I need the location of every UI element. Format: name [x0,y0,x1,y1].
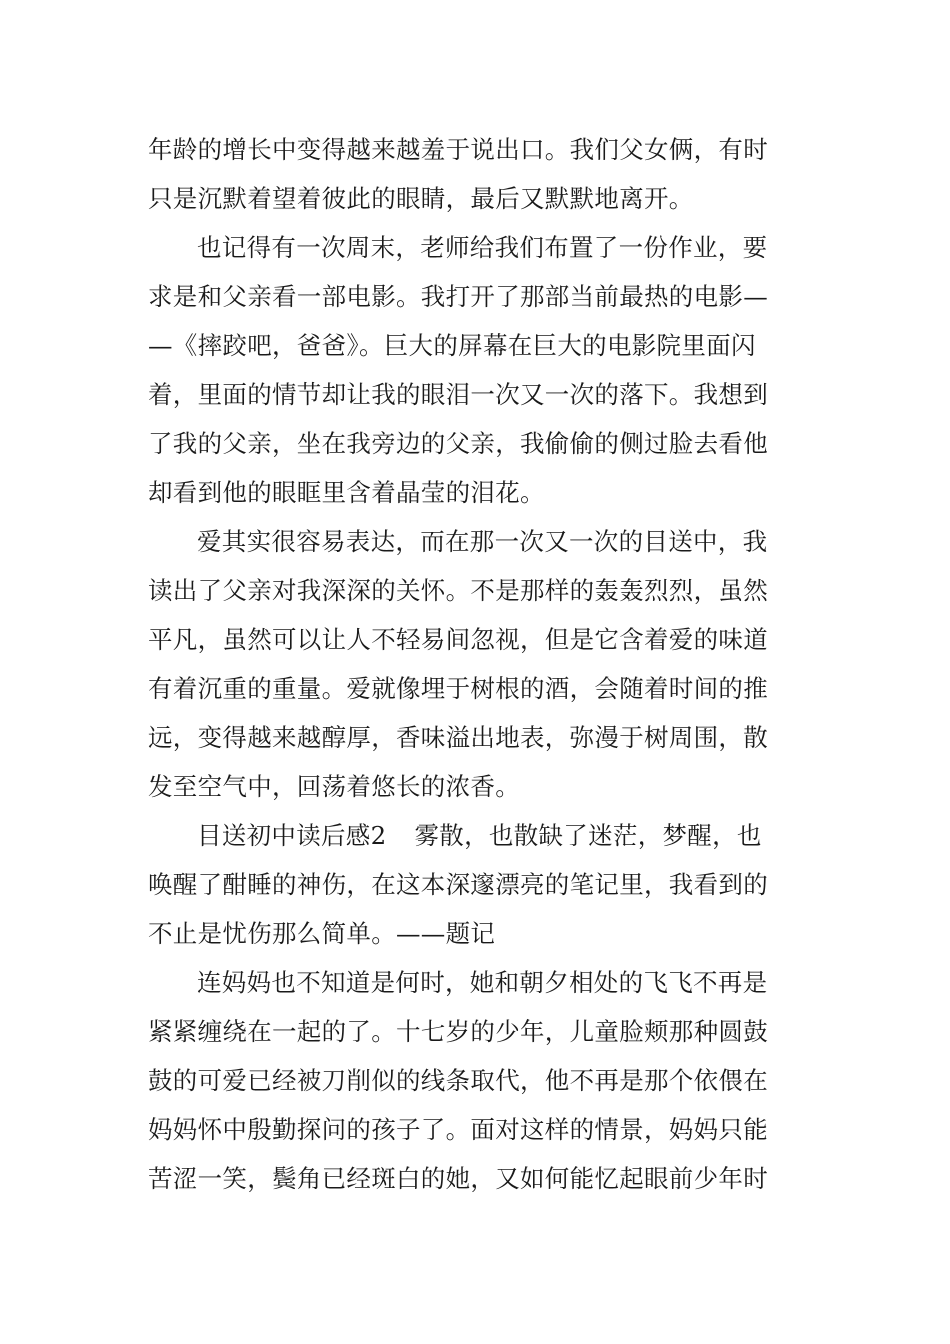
text-line: 了我的父亲，坐在我旁边的父亲，我偷偷的侧过脸去看他 [148,429,768,458]
text-line: 远，变得越来越醇厚，香味溢出地表，弥漫于树周围，散 [148,723,768,752]
text-line: 读出了父亲对我深深的关怀。不是那样的轰轰烈烈，虽然 [148,576,768,605]
paragraph-start-line: 连妈妈也不知道是何时，她和朝夕相处的飞飞不再是 [197,968,768,997]
text-line: 却看到他的眼眶里含着晶莹的泪花。 [148,478,545,507]
paragraph-start-line: 爱其实很容易表达，而在那一次又一次的目送中，我 [197,527,768,556]
text-line: 发至空气中，回荡着悠长的浓香。 [148,772,520,801]
text-line: 鼓的可爱已经被刀削似的线条取代，他不再是那个依偎在 [148,1066,768,1095]
text-line: 求是和父亲看一部电影。我打开了那部当前最热的电影— [148,282,768,311]
text-line: 苦涩一笑，鬓角已经斑白的她，又如何能忆起眼前少年时 [148,1164,768,1193]
text-line: 紧紧缠绕在一起的了。十七岁的少年，儿童脸颊那种圆鼓 [148,1017,768,1046]
text-segment: 雾散，也散缺了迷茫，梦醒，也 [414,821,762,850]
section-heading-line [148,811,808,860]
text-line: 妈妈怀中殷勤探问的孩子了。面对这样的情景，妈妈只能 [148,1115,768,1144]
section-heading: 目送初中读后感2 [197,821,387,850]
text-line: 平凡，虽然可以让人不轻易间忽视，但是它含着爱的味道 [148,625,768,654]
text-line: 只是沉默着望着彼此的眼睛，最后又默默地离开。 [148,184,694,213]
paragraph-start-line: 也记得有一次周末，老师给我们布置了一份作业，要 [197,233,768,262]
text-line: 有着沉重的重量。爱就像埋于树根的酒，会随着时间的推 [148,674,768,703]
text-line: —《摔跤吧，爸爸》。巨大的屏幕在巨大的电影院里面闪 [148,331,756,360]
body-text [148,125,808,1203]
text-line: 唤醒了酣睡的神伤，在这本深邃漂亮的笔记里，我看到的 [148,870,768,899]
text-line: 着，里面的情节却让我的眼泪一次又一次的落下。我想到 [148,380,768,409]
text-line: 年龄的增长中变得越来越羞于说出口。我们父女俩，有时 [148,135,768,164]
text-line: 不止是忧伤那么简单。——题记 [148,919,496,948]
